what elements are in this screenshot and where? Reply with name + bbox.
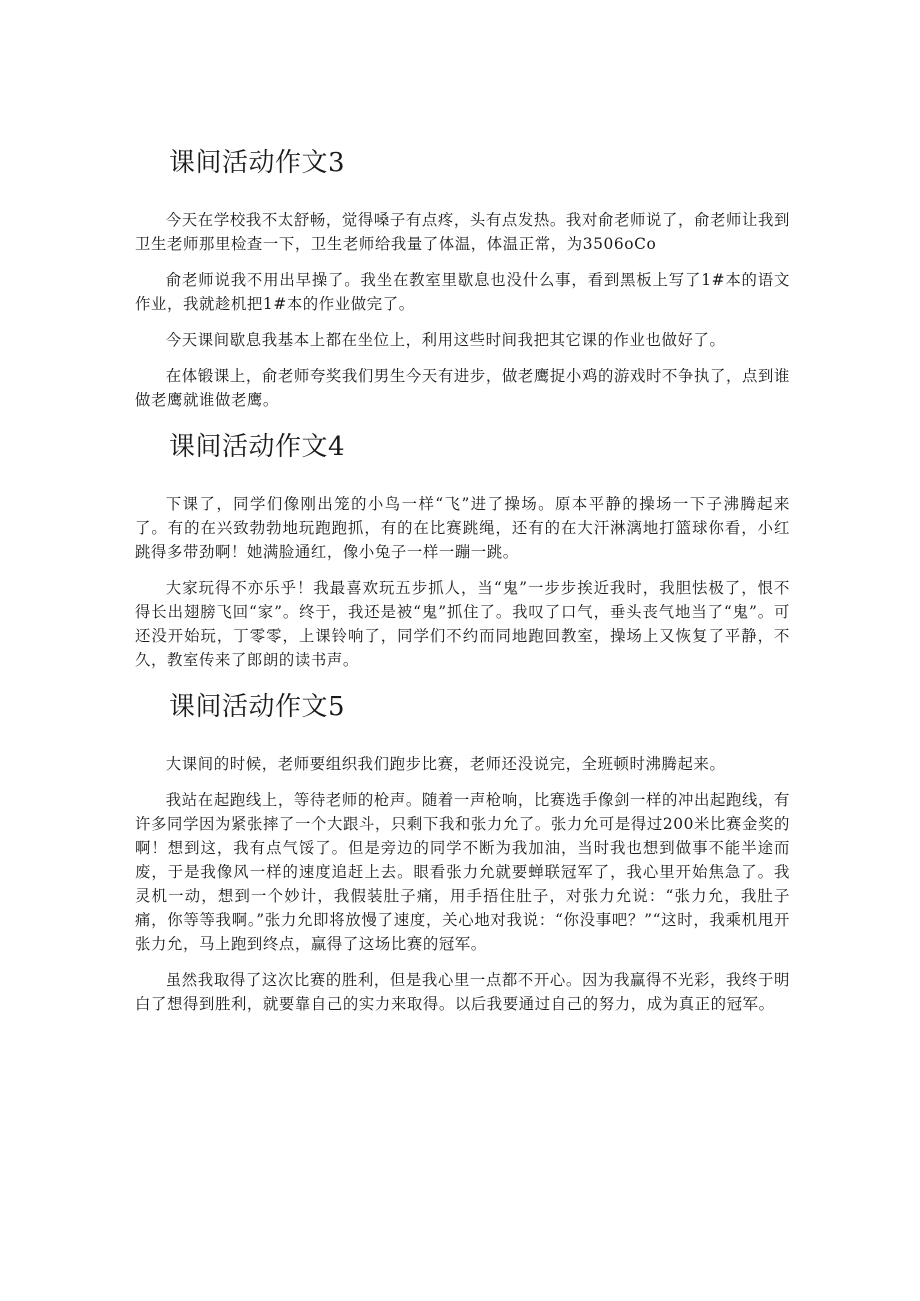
essay-section-3 [135,140,790,412]
paragraph: 我站在起跑线上，等待老师的枪声。随着一声枪响，比赛选手像剑一样的冲出起跑线，有许多同学因为紧张摔了一个大跟斗，只剩下我和张力允了。张力允可是得过200米比赛金奖的啊！想到这，我有点气馁了。但是旁边的同学不断为我加油，当时我也想到做事不能半途而废，于是我像风一样的速度追赶上去。眼看张力允就要蝉联冠军了，我心里开始焦急了。我灵机一动，想到一个妙计，我假装肚子痛，用手捂住肚子，对张力允说：“张力允，我肚子痛，你等等我啊。”张力允即将放慢了速度，关心地对我说：“你没事吧？”“这时，我乘机甩开张力允，马上跑到终点，赢得了这场比赛的冠军。 [135,791,790,953]
section-title: 课间活动作文4 [169,432,346,462]
section-title: 课间活动作文5 [169,692,346,722]
paragraph: 在体锻课上，俞老师夸奖我们男生今天有进步，做老鹰捉小鸡的游戏时不争执了，点到谁做老鹰就谁做老鹰。 [135,367,790,409]
paragraph: 虽然我取得了这次比赛的胜利，但是我心里一点都不开心。因为我赢得不光彩，我终于明白了想得到胜利，就要靠自己的实力来取得。以后我要通过自己的努力，成为真正的冠军。 [135,971,790,1013]
paragraph: 俞老师说我不用出早操了。我坐在教室里歇息也没什么事，看到黑板上写了1#本的语文作业，我就趁机把1#本的作业做完了。 [135,271,790,313]
section-title: 课间活动作文3 [169,148,346,178]
paragraph: 大家玩得不亦乐乎！我最喜欢玩五步抓人，当“鬼”一步步挨近我时，我胆怯极了，恨不得长出翅膀飞回“家”。终于，我还是被“鬼”抓住了。我叹了口气，垂头丧气地当了“鬼”。可还没开始玩，丁零零，上课铃响了，同学们不约而同地跑回教室，操场上又恢复了平静，不久，教室传来了郎朗的读书声。 [135,579,790,669]
essay-section-5 [135,684,790,1016]
paragraph: 今天在学校我不太舒畅，觉得嗓子有点疼，头有点发热。我对俞老师说了，俞老师让我到卫生老师那里检查一下，卫生老师给我量了体温，体温正常，为3506oCo [135,211,790,253]
paragraph: 今天课间歇息我基本上都在坐位上，利用这些时间我把其它课的作业也做好了。 [165,331,726,349]
essay-section-4 [135,424,790,672]
paragraph: 下课了，同学们像刚出笼的小鸟一样“飞”进了操场。原本平静的操场一下子沸腾起来了。有的在兴致勃勃地玩跑跑抓，有的在比赛跳绳，还有的在大汗淋漓地打篮球你看，小红跳得多带劲啊！她满脸通红，像小兔子一样一蹦一跳。 [135,495,790,561]
document-body [135,140,790,1028]
paragraph: 大课间的时候，老师要组织我们跑步比赛，老师还没说完，全班顿时沸腾起来。 [165,755,726,773]
